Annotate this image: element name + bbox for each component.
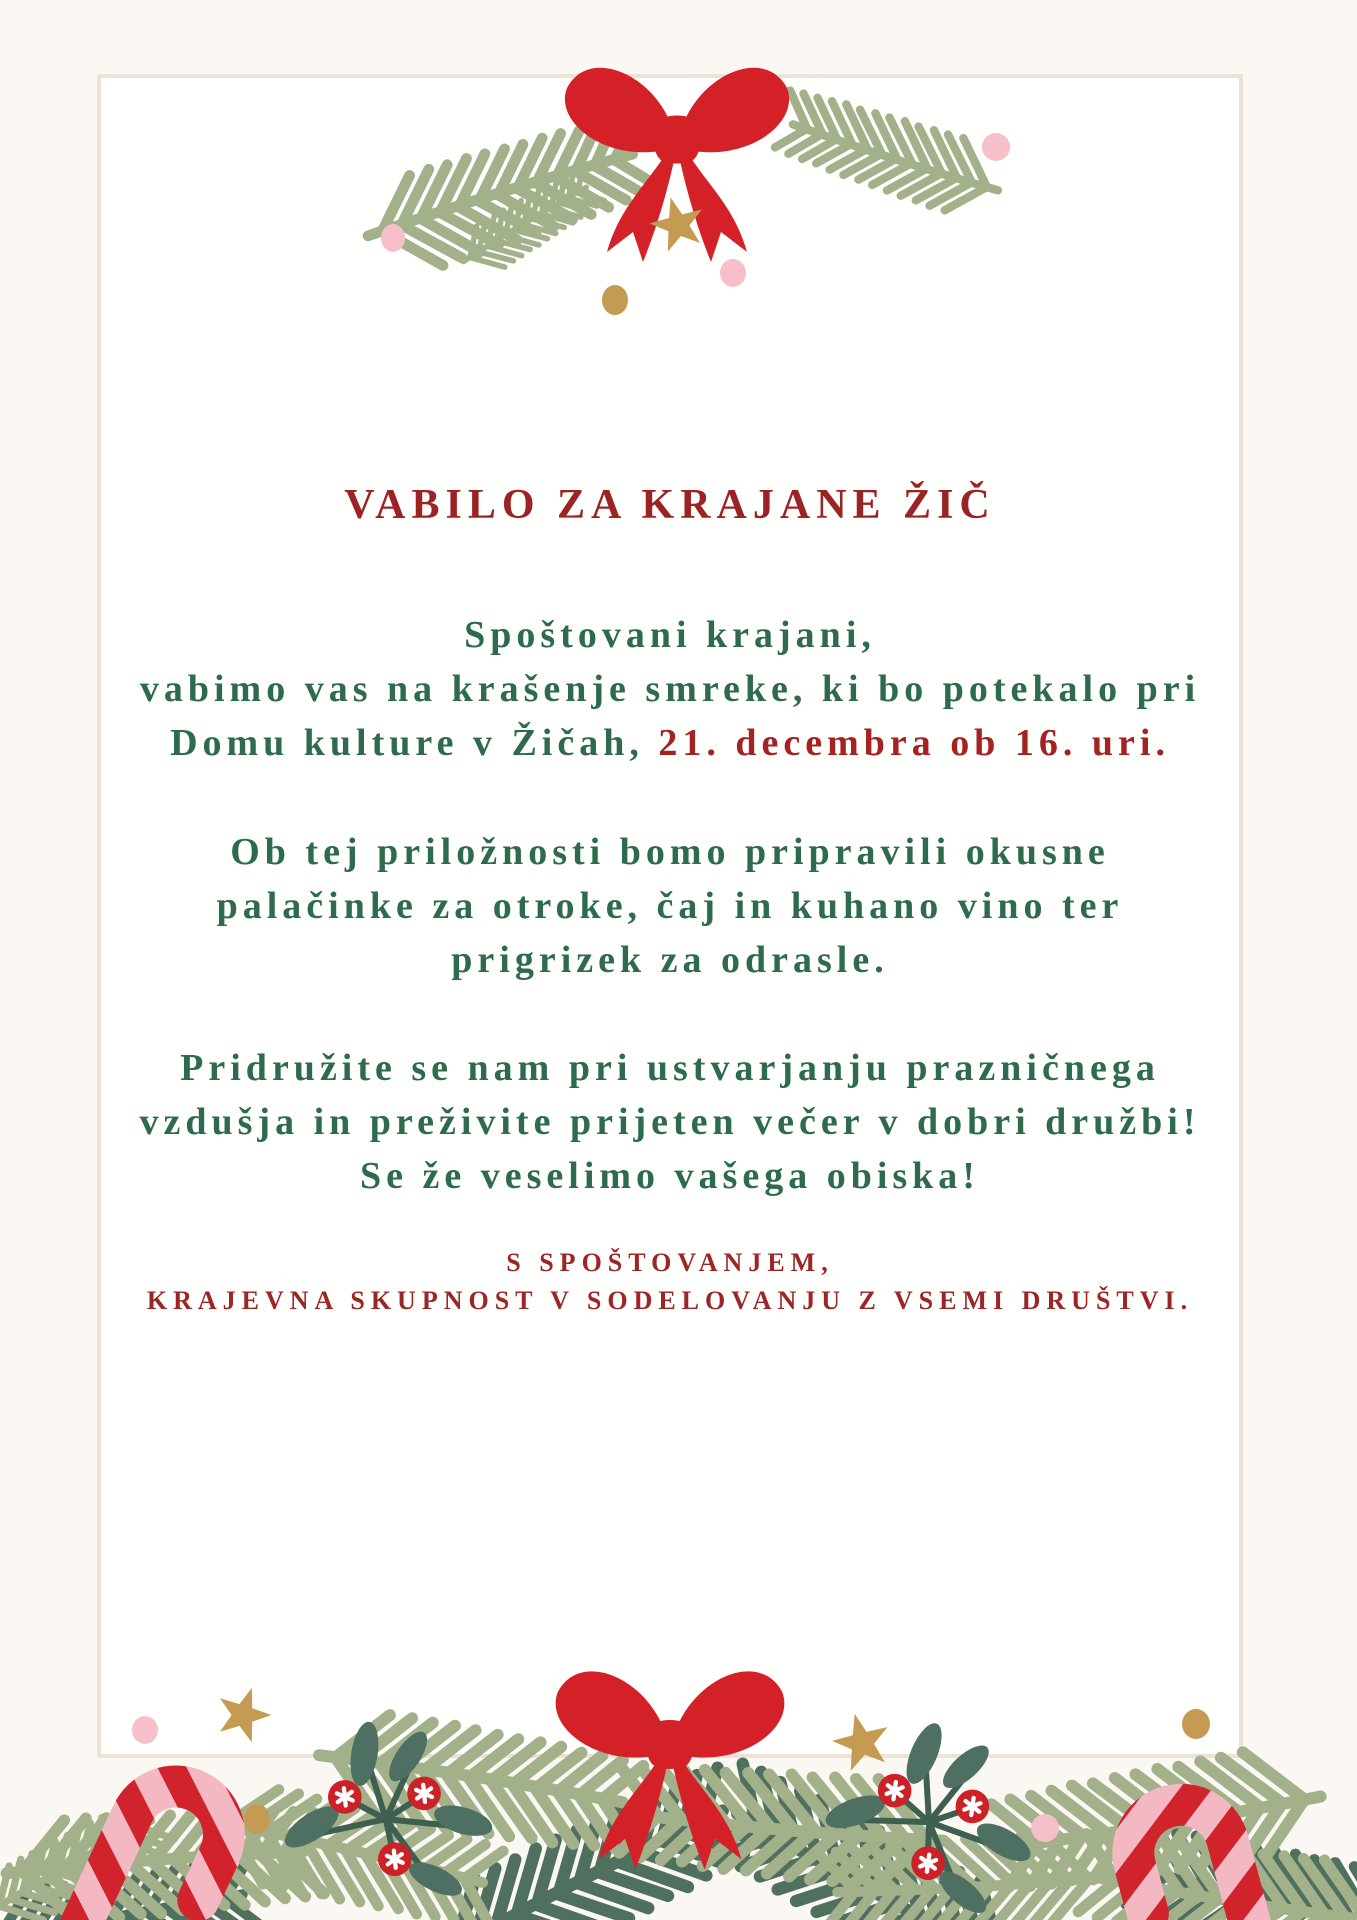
closing-paragraph (97, 1041, 1243, 1203)
page-title: VABILO ZA KRAJANE ŽIČ (344, 482, 996, 528)
food-line-2: palačinke za otroke, čaj in kuhano vino ter (216, 885, 1124, 927)
pink-dot-icon (1031, 1814, 1059, 1842)
signoff (97, 1244, 1243, 1320)
food-paragraph (97, 825, 1243, 987)
datetime-text: 21. decembra ob 16. uri. (658, 722, 1170, 764)
closing-line-3: Se že veselimo vašega obiska! (360, 1155, 980, 1197)
signoff-line-2: KRAJEVNA SKUPNOST V SODELOVANJU Z VSEMI DRUŠTVI. (146, 1286, 1194, 1315)
gold-dot-icon (244, 1804, 270, 1834)
food-line-1: Ob tej priložnosti bomo pripravili okusne (230, 831, 1110, 873)
closing-line-1: Pridružite se nam pri ustvarjanju prazničnega (180, 1047, 1160, 1089)
invite-line: vabimo vas na krašenje smreke, ki bo potekalo pri (139, 668, 1201, 710)
greeting-line: Spoštovani krajani, (464, 614, 876, 656)
food-line-3: prigrizek za odrasle. (451, 939, 889, 981)
signoff-line-1: S SPOŠTOVANJEM, (506, 1248, 834, 1277)
closing-line-2: vzdušja in preživite prijeten večer v dobri družbi! (139, 1101, 1201, 1143)
location-text: Domu kulture v Žičah, (170, 722, 644, 764)
location-date-line (97, 716, 1243, 770)
dark-pine-branch-icon (0, 1753, 1357, 1920)
intro-paragraph (97, 608, 1243, 770)
